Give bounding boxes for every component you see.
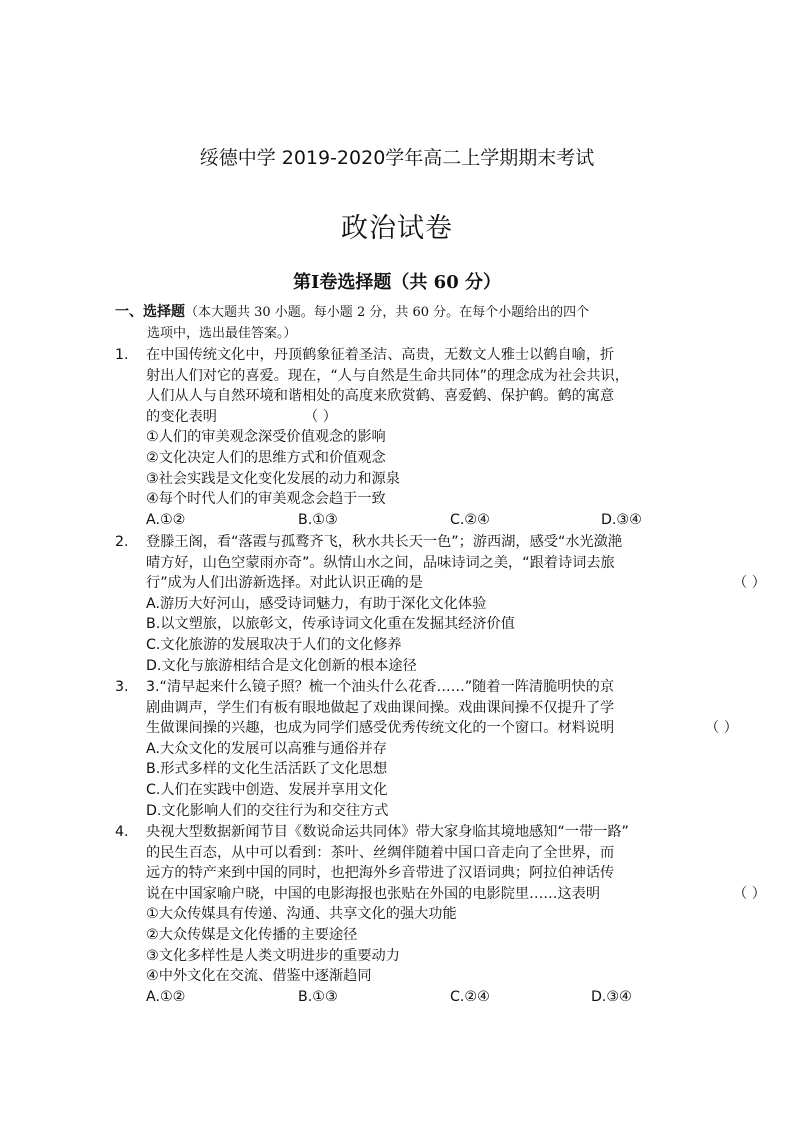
stem-line: 远方的特产来到中国的同时，也把海外乡音带进了汉语词典；阿拉伯神话传 [146, 865, 615, 882]
question-stem [146, 677, 681, 821]
choice-a[interactable]: A.①② [146, 988, 186, 1005]
answer-bracket: （ ） [304, 408, 337, 425]
stem-line: 行”成为人们出游新选择。对此认识正确的是 [146, 575, 423, 592]
option[interactable]: D.文化与旅游相结合是文化创新的根本途径 [146, 657, 417, 674]
stem-line: 的变化表明 [146, 408, 217, 425]
stem-line: 说在中国家喻户晓，中国的电影海报也张贴在外国的电影院里……这表明 [146, 885, 601, 902]
section-instruction [115, 302, 675, 343]
statement: ①人们的审美观念深受价值观念的影响 [146, 429, 386, 446]
stem-line: 央视大型数据新闻节目《数说命运共同体》带大家身临其境地感知“一带一路” [146, 824, 629, 840]
question-stem [146, 345, 681, 530]
choice-row [146, 510, 686, 531]
subject-title: 政治试卷 [341, 213, 453, 244]
answer-bracket: （ ） [733, 575, 766, 591]
statement: ②文化决定人们的思维方式和价值观念 [146, 449, 386, 466]
answer-bracket: （ ） [733, 886, 766, 902]
section-instruction-line2: 选项中，选出最佳答案。） [147, 325, 297, 341]
stem-line: 晴方好，山色空蒙雨亦奇”。纵情山水之间，品味诗词之美，“跟着诗词去旅 [146, 554, 615, 571]
choice-b[interactable]: B.①③ [298, 988, 338, 1005]
question-number: 2. [115, 534, 129, 550]
statement: ③社会实践是文化变化发展的动力和源泉 [146, 470, 400, 487]
section-label: 一、选择题 [115, 304, 185, 320]
choice-c[interactable]: C.②④ [450, 511, 490, 528]
option[interactable]: B.以文塑旅，以旅彰文，传承诗词文化重在发掘其经济价值 [146, 616, 515, 633]
question-number: 1. [115, 347, 129, 363]
option[interactable]: D.文化影响人们的交往行为和交往方式 [146, 802, 389, 819]
answer-bracket: （ ） [705, 720, 738, 736]
stem-line: 人们从人与自然环境和谐相处的高度来欣赏鹤、喜爱鹤、保护鹤。鹤的寓意 [146, 388, 615, 405]
exam-title: 绥德中学 2019-2020学年高二上学期期末考试 [199, 147, 595, 169]
stem-line: 剧曲调声，学生们有板有眼地做起了戏曲课间操。戏曲课间操不仅提升了学 [146, 699, 615, 716]
choice-d[interactable]: D.③④ [591, 988, 632, 1005]
option[interactable]: C.人们在实践中创造、发展并享用文化 [146, 781, 388, 798]
stem-line: 3.“清早起来什么镜子照？梳一个油头什么花香……”随着一阵清脆明快的京 [146, 679, 615, 695]
option[interactable]: B.形式多样的文化生活活跃了文化思想 [146, 761, 388, 778]
option[interactable]: A.游历大好河山，感受诗词魅力，有助于深化文化体验 [146, 595, 487, 612]
section-instruction-line1: （本大题共 30 小题。每小题 2 分，共 60 分。在每个小题给出的四个 [185, 305, 590, 320]
stem-line: 的民生百态，从中可以看到：茶叶、丝绸伴随着中国口音走向了全世界，而 [146, 844, 615, 861]
choice-row [146, 987, 686, 1008]
option[interactable]: C.文化旅游的发展取决于人们的文化修养 [146, 636, 402, 653]
statement: ②大众传媒是文化传播的主要途径 [146, 926, 358, 943]
statement: ④中外文化在交流、借鉴中逐渐趋同 [146, 968, 372, 985]
question-stem [146, 822, 681, 1007]
stem-line: 射出人们对它的喜爱。现在，“人与自然是生命共同体”的理念成为社会共识， [146, 367, 629, 384]
question-number: 3. [115, 679, 129, 695]
option[interactable]: A.大众文化的发展可以高雅与通俗并存 [146, 740, 387, 757]
choice-a[interactable]: A.①② [146, 511, 186, 528]
choice-c[interactable]: C.②④ [450, 988, 490, 1005]
stem-line: 生做课间操的兴趣，也成为同学们感受优秀传统文化的一个窗口。材料说明 [146, 720, 615, 737]
choice-b[interactable]: B.①③ [298, 511, 338, 528]
statement: ③文化多样性是人类文明进步的重要动力 [146, 947, 400, 964]
choice-d[interactable]: D.③④ [601, 511, 642, 528]
stem-line: 在中国传统文化中，丹顶鹤象征着圣洁、高贵，无数文人雅士以鹤自喻，折 [146, 347, 615, 363]
question-stem [146, 532, 681, 676]
part-title: 第Ⅰ卷选择题（共 60 分） [292, 272, 501, 293]
statement: ①大众传媒具有传递、沟通、共享文化的强大功能 [146, 906, 457, 923]
statement: ④每个时代人们的审美观念会趋于一致 [146, 491, 386, 508]
stem-line: 登滕王阁，看“落霞与孤鹜齐飞，秋水共长天一色”；游西湖，感受“水光潋滟 [146, 534, 623, 550]
question-number: 4. [115, 824, 129, 840]
